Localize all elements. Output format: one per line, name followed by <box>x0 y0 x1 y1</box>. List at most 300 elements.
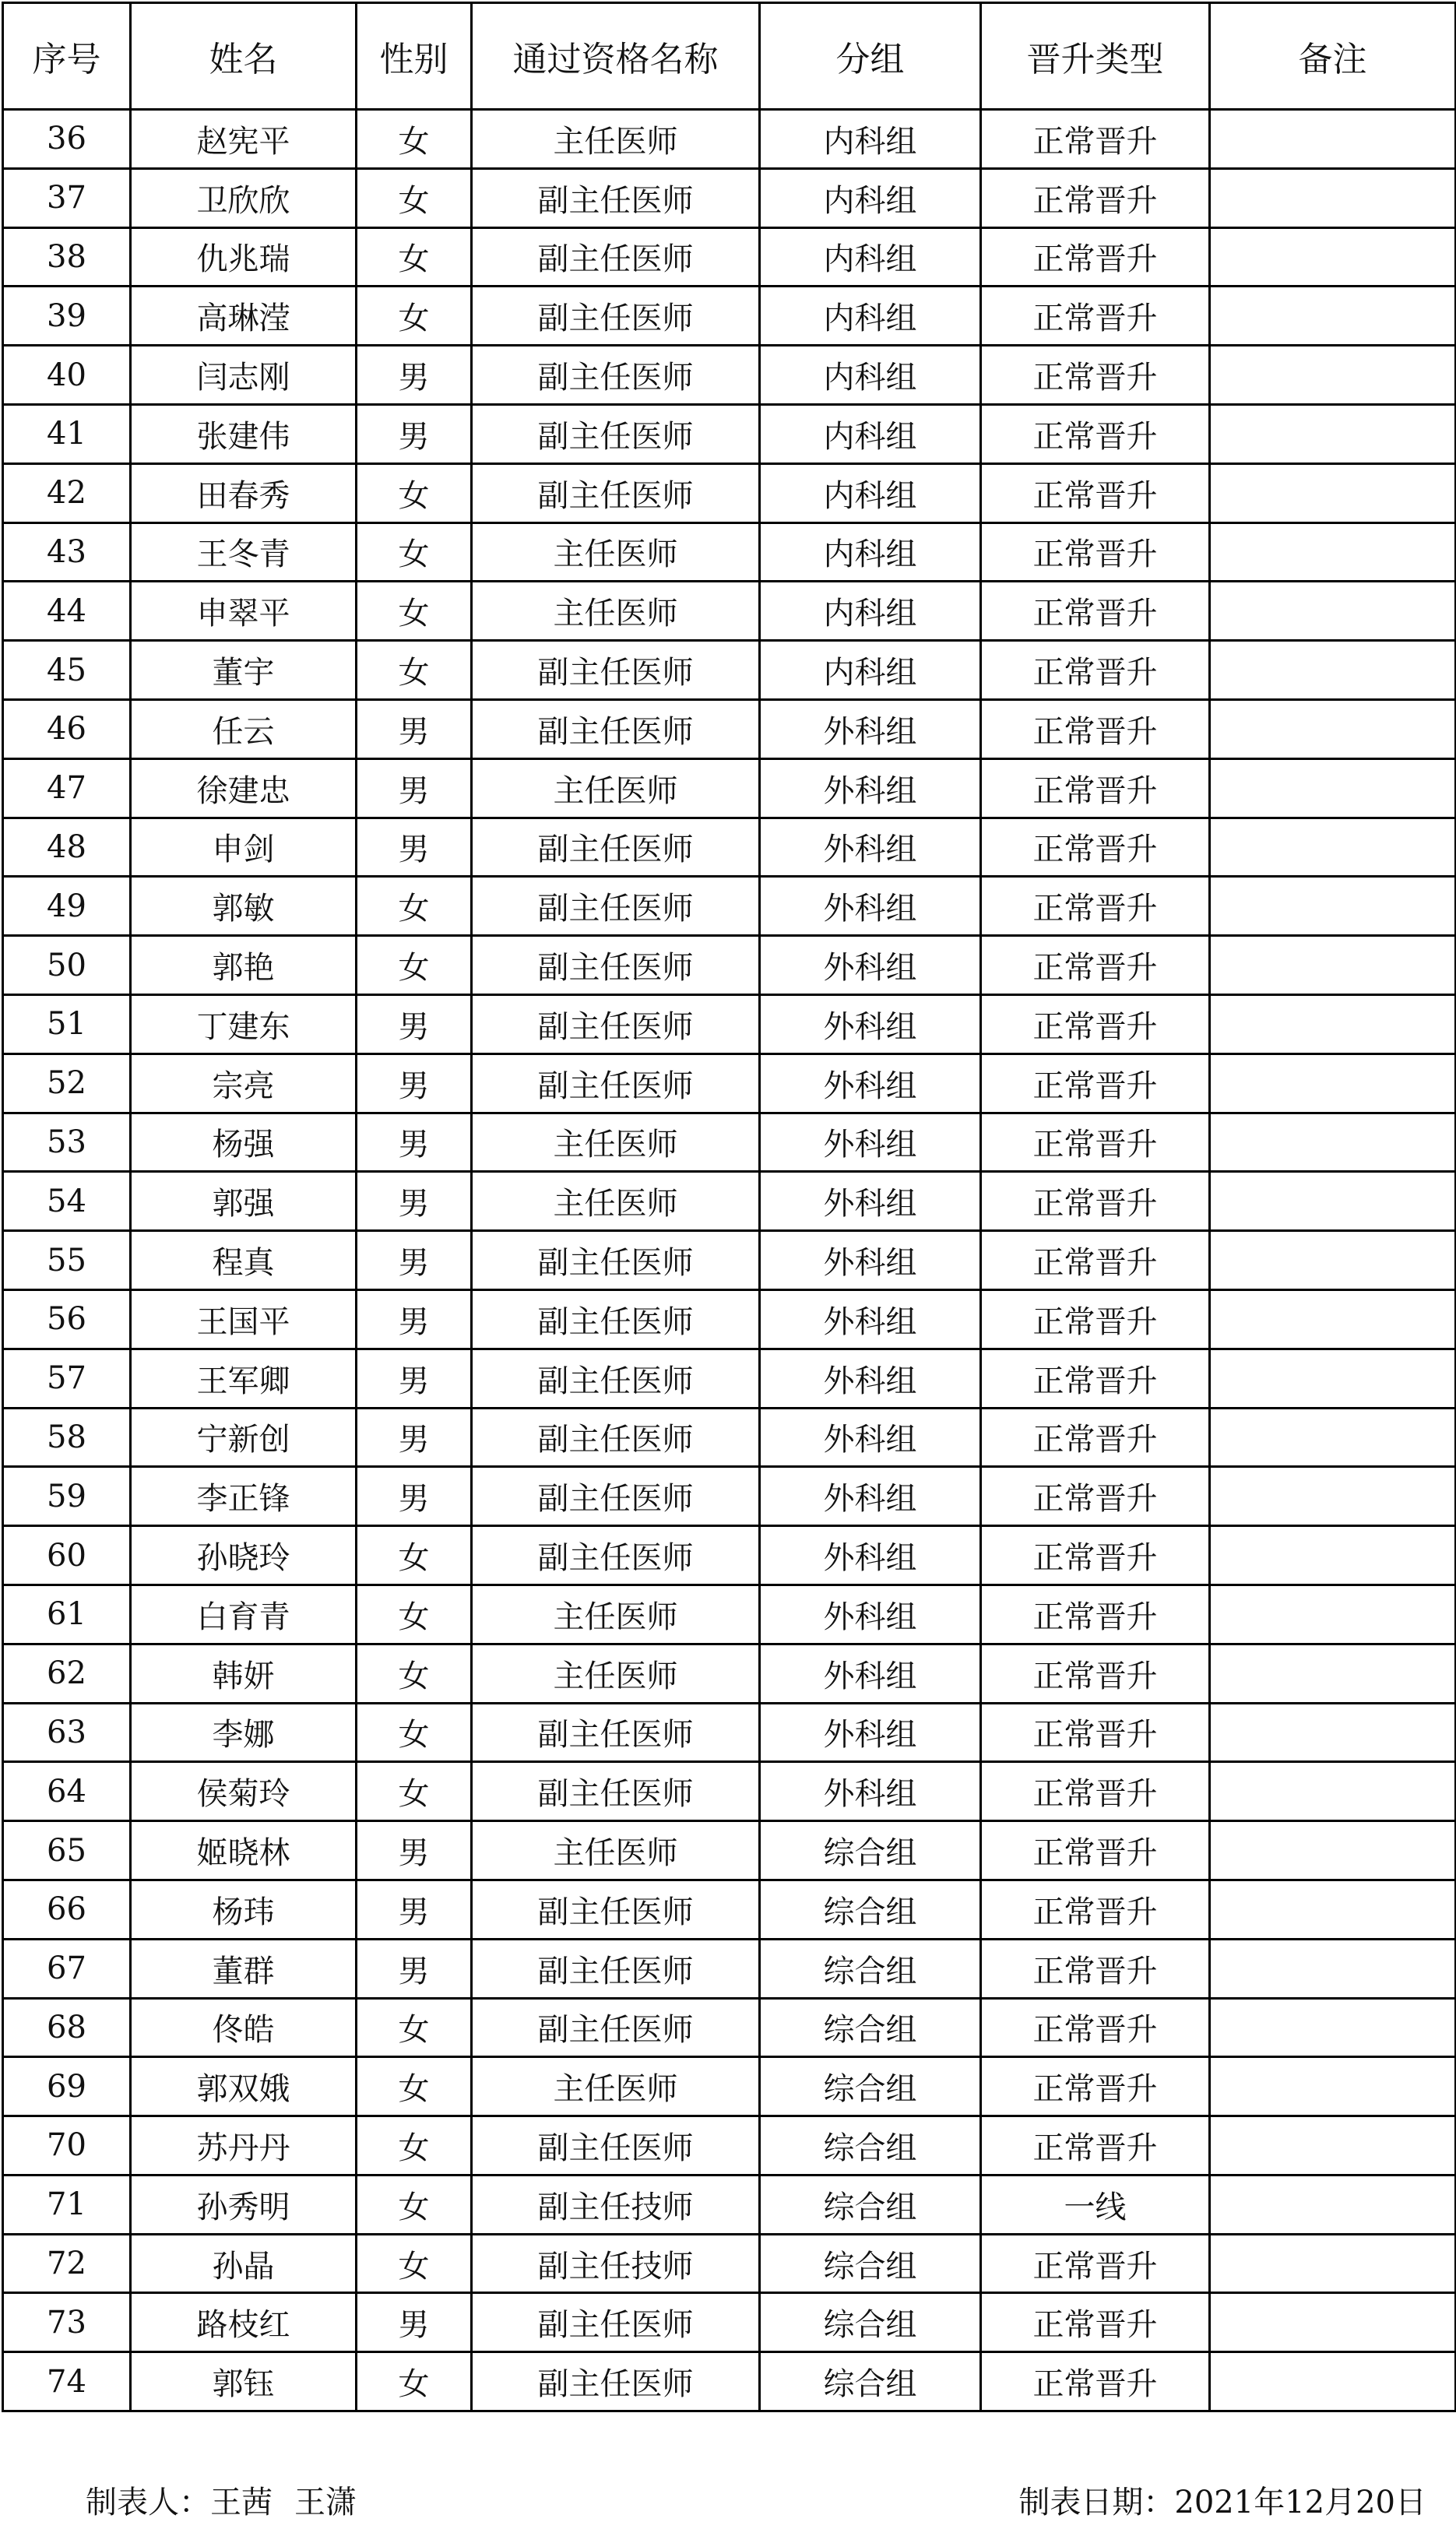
cell-remarks <box>1210 1231 1456 1290</box>
cell-name: 申剑 <box>131 818 357 877</box>
cell-remarks <box>1210 1703 1456 1762</box>
cell-name: 赵宪平 <box>131 110 357 169</box>
cell-qualification: 副主任医师 <box>472 1289 760 1349</box>
cell-index: 53 <box>3 1113 131 1172</box>
cell-group: 外科组 <box>760 1644 981 1703</box>
table-row <box>3 2352 1456 2411</box>
table-row <box>3 346 1456 405</box>
cell-promotion-type: 正常晋升 <box>981 1526 1210 1585</box>
cell-index: 70 <box>3 2116 131 2176</box>
cell-name: 郭双娥 <box>131 2057 357 2116</box>
cell-gender: 女 <box>357 1585 472 1644</box>
cell-promotion-type: 正常晋升 <box>981 346 1210 405</box>
cell-qualification: 副主任医师 <box>472 2293 760 2352</box>
cell-gender: 女 <box>357 1703 472 1762</box>
cell-name: 丁建东 <box>131 994 357 1053</box>
table-row <box>3 1644 1456 1703</box>
cell-remarks <box>1210 758 1456 818</box>
cell-index: 45 <box>3 641 131 700</box>
cell-remarks <box>1210 818 1456 877</box>
cell-index: 41 <box>3 404 131 463</box>
cell-promotion-type: 正常晋升 <box>981 227 1210 287</box>
cell-gender: 女 <box>357 877 472 936</box>
cell-name: 佟皓 <box>131 1998 357 2057</box>
header-row <box>3 3 1456 110</box>
cell-name: 白育青 <box>131 1585 357 1644</box>
cell-gender: 男 <box>357 994 472 1053</box>
cell-gender: 女 <box>357 2234 472 2293</box>
cell-name: 程真 <box>131 1231 357 1290</box>
cell-name: 申翠平 <box>131 582 357 641</box>
cell-remarks <box>1210 1644 1456 1703</box>
cell-remarks <box>1210 877 1456 936</box>
cell-group: 外科组 <box>760 877 981 936</box>
cell-qualification: 副主任医师 <box>472 1939 760 1998</box>
cell-qualification: 副主任医师 <box>472 818 760 877</box>
cell-remarks <box>1210 2057 1456 2116</box>
table-row <box>3 1821 1456 1880</box>
cell-group: 外科组 <box>760 1053 981 1113</box>
cell-index: 44 <box>3 582 131 641</box>
cell-remarks <box>1210 227 1456 287</box>
cell-remarks <box>1210 2175 1456 2234</box>
cell-gender: 女 <box>357 2116 472 2176</box>
cell-promotion-type: 正常晋升 <box>981 936 1210 995</box>
cell-index: 66 <box>3 1880 131 1939</box>
cell-index: 56 <box>3 1289 131 1349</box>
cell-gender: 女 <box>357 110 472 169</box>
cell-group: 内科组 <box>760 404 981 463</box>
cell-qualification: 副主任医师 <box>472 1053 760 1113</box>
cell-gender: 男 <box>357 1172 472 1231</box>
cell-gender: 男 <box>357 758 472 818</box>
cell-remarks <box>1210 994 1456 1053</box>
cell-name: 孙秀明 <box>131 2175 357 2234</box>
cell-index: 68 <box>3 1998 131 2057</box>
cell-index: 46 <box>3 699 131 758</box>
table-row <box>3 1053 1456 1113</box>
cell-qualification: 副主任医师 <box>472 287 760 346</box>
cell-remarks <box>1210 641 1456 700</box>
table-row <box>3 1231 1456 1290</box>
cell-index: 60 <box>3 1526 131 1585</box>
cell-index: 59 <box>3 1467 131 1526</box>
cell-index: 47 <box>3 758 131 818</box>
cell-promotion-type: 正常晋升 <box>981 110 1210 169</box>
cell-name: 孙晓玲 <box>131 1526 357 1585</box>
date-value: 2021年12月20日 <box>1174 2485 1426 2520</box>
cell-remarks <box>1210 2234 1456 2293</box>
cell-promotion-type: 正常晋升 <box>981 1408 1210 1467</box>
cell-promotion-type: 正常晋升 <box>981 1113 1210 1172</box>
table-row <box>3 699 1456 758</box>
cell-promotion-type: 正常晋升 <box>981 1644 1210 1703</box>
cell-remarks <box>1210 1349 1456 1408</box>
cell-group: 外科组 <box>760 1172 981 1231</box>
table-row <box>3 994 1456 1053</box>
cell-index: 72 <box>3 2234 131 2293</box>
table-row <box>3 1998 1456 2057</box>
cell-qualification: 副主任技师 <box>472 2234 760 2293</box>
cell-name: 徐建忠 <box>131 758 357 818</box>
cell-gender: 女 <box>357 1526 472 1585</box>
cell-remarks <box>1210 1467 1456 1526</box>
cell-promotion-type: 正常晋升 <box>981 2352 1210 2411</box>
column-header-qualification: 通过资格名称 <box>472 3 760 110</box>
cell-name: 张建伟 <box>131 404 357 463</box>
preparer-label: 制表人： <box>86 2485 210 2520</box>
cell-index: 49 <box>3 877 131 936</box>
promotion-roster-table <box>2 2 1456 2412</box>
cell-name: 李正锋 <box>131 1467 357 1526</box>
cell-gender: 女 <box>357 227 472 287</box>
cell-gender: 男 <box>357 699 472 758</box>
cell-qualification: 主任医师 <box>472 1644 760 1703</box>
cell-gender: 女 <box>357 463 472 522</box>
cell-group: 综合组 <box>760 2175 981 2234</box>
cell-remarks <box>1210 1585 1456 1644</box>
cell-gender: 男 <box>357 1467 472 1526</box>
cell-gender: 男 <box>357 1349 472 1408</box>
cell-group: 综合组 <box>760 2293 981 2352</box>
cell-index: 39 <box>3 287 131 346</box>
cell-qualification: 副主任医师 <box>472 1231 760 1290</box>
cell-promotion-type: 正常晋升 <box>981 1349 1210 1408</box>
cell-index: 36 <box>3 110 131 169</box>
cell-qualification: 副主任医师 <box>472 346 760 405</box>
table-row <box>3 168 1456 227</box>
column-header-remarks: 备注 <box>1210 3 1456 110</box>
cell-name: 杨玮 <box>131 1880 357 1939</box>
cell-index: 55 <box>3 1231 131 1290</box>
cell-index: 42 <box>3 463 131 522</box>
cell-index: 52 <box>3 1053 131 1113</box>
cell-qualification: 主任医师 <box>472 758 760 818</box>
cell-group: 内科组 <box>760 522 981 582</box>
cell-name: 韩妍 <box>131 1644 357 1703</box>
cell-name: 王军卿 <box>131 1349 357 1408</box>
table-row <box>3 1113 1456 1172</box>
cell-promotion-type: 正常晋升 <box>981 2293 1210 2352</box>
table-row <box>3 1762 1456 1821</box>
cell-name: 董宇 <box>131 641 357 700</box>
cell-remarks <box>1210 1526 1456 1585</box>
cell-name: 郭艳 <box>131 936 357 995</box>
cell-group: 内科组 <box>760 287 981 346</box>
cell-promotion-type: 正常晋升 <box>981 522 1210 582</box>
cell-group: 内科组 <box>760 641 981 700</box>
table-row <box>3 1467 1456 1526</box>
cell-group: 综合组 <box>760 1880 981 1939</box>
cell-promotion-type: 正常晋升 <box>981 2116 1210 2176</box>
cell-group: 外科组 <box>760 994 981 1053</box>
table-row <box>3 1349 1456 1408</box>
cell-group: 综合组 <box>760 2057 981 2116</box>
cell-gender: 男 <box>357 1289 472 1349</box>
cell-promotion-type: 正常晋升 <box>981 1821 1210 1880</box>
cell-name: 姬晓林 <box>131 1821 357 1880</box>
cell-promotion-type: 正常晋升 <box>981 1998 1210 2057</box>
table-header <box>3 3 1456 110</box>
cell-qualification: 副主任医师 <box>472 1880 760 1939</box>
table-row <box>3 758 1456 818</box>
cell-group: 外科组 <box>760 699 981 758</box>
column-header-index: 序号 <box>3 3 131 110</box>
cell-index: 65 <box>3 1821 131 1880</box>
cell-gender: 男 <box>357 818 472 877</box>
cell-gender: 男 <box>357 1113 472 1172</box>
cell-name: 孙晶 <box>131 2234 357 2293</box>
table-row <box>3 522 1456 582</box>
cell-gender: 男 <box>357 404 472 463</box>
preparer-info <box>86 2478 357 2518</box>
table-row <box>3 2234 1456 2293</box>
cell-index: 57 <box>3 1349 131 1408</box>
cell-group: 综合组 <box>760 1821 981 1880</box>
cell-group: 内科组 <box>760 463 981 522</box>
date-label: 制表日期： <box>1018 2485 1175 2520</box>
cell-remarks <box>1210 1939 1456 1998</box>
cell-group: 综合组 <box>760 2234 981 2293</box>
cell-qualification: 副主任医师 <box>472 699 760 758</box>
cell-remarks <box>1210 287 1456 346</box>
cell-index: 63 <box>3 1703 131 1762</box>
cell-gender: 女 <box>357 168 472 227</box>
cell-remarks <box>1210 936 1456 995</box>
cell-qualification: 副主任医师 <box>472 936 760 995</box>
cell-index: 62 <box>3 1644 131 1703</box>
cell-promotion-type: 正常晋升 <box>981 2057 1210 2116</box>
cell-qualification: 副主任医师 <box>472 2352 760 2411</box>
cell-gender: 男 <box>357 1231 472 1290</box>
table-row <box>3 110 1456 169</box>
cell-group: 综合组 <box>760 2352 981 2411</box>
cell-promotion-type: 一线 <box>981 2175 1210 2234</box>
preparer-name-2: 王潇 <box>294 2485 357 2520</box>
cell-index: 61 <box>3 1585 131 1644</box>
cell-promotion-type: 正常晋升 <box>981 1467 1210 1526</box>
cell-qualification: 副主任医师 <box>472 463 760 522</box>
cell-remarks <box>1210 1880 1456 1939</box>
cell-qualification: 副主任医师 <box>472 877 760 936</box>
table-row <box>3 1408 1456 1467</box>
cell-name: 宗亮 <box>131 1053 357 1113</box>
cell-index: 40 <box>3 346 131 405</box>
cell-qualification: 副主任医师 <box>472 1762 760 1821</box>
cell-group: 外科组 <box>760 1349 981 1408</box>
cell-qualification: 主任医师 <box>472 522 760 582</box>
cell-qualification: 副主任医师 <box>472 641 760 700</box>
table-row <box>3 1703 1456 1762</box>
cell-remarks <box>1210 404 1456 463</box>
cell-qualification: 副主任医师 <box>472 1467 760 1526</box>
table-row <box>3 936 1456 995</box>
date-info <box>1018 2478 1426 2518</box>
cell-index: 51 <box>3 994 131 1053</box>
cell-qualification: 主任医师 <box>472 1113 760 1172</box>
cell-promotion-type: 正常晋升 <box>981 168 1210 227</box>
column-header-gender: 性别 <box>357 3 472 110</box>
cell-promotion-type: 正常晋升 <box>981 1585 1210 1644</box>
cell-gender: 女 <box>357 2057 472 2116</box>
cell-name: 仇兆瑞 <box>131 227 357 287</box>
cell-name: 苏丹丹 <box>131 2116 357 2176</box>
cell-qualification: 副主任医师 <box>472 1349 760 1408</box>
table-row <box>3 877 1456 936</box>
cell-gender: 男 <box>357 346 472 405</box>
cell-promotion-type: 正常晋升 <box>981 877 1210 936</box>
table-row <box>3 2116 1456 2176</box>
cell-promotion-type: 正常晋升 <box>981 1880 1210 1939</box>
cell-qualification: 副主任医师 <box>472 404 760 463</box>
cell-remarks <box>1210 522 1456 582</box>
cell-index: 74 <box>3 2352 131 2411</box>
cell-remarks <box>1210 1762 1456 1821</box>
table-row <box>3 463 1456 522</box>
cell-index: 54 <box>3 1172 131 1231</box>
cell-name: 闫志刚 <box>131 346 357 405</box>
cell-gender: 女 <box>357 1998 472 2057</box>
cell-index: 37 <box>3 168 131 227</box>
cell-remarks <box>1210 110 1456 169</box>
cell-qualification: 主任医师 <box>472 582 760 641</box>
table-row <box>3 1585 1456 1644</box>
cell-index: 73 <box>3 2293 131 2352</box>
cell-promotion-type: 正常晋升 <box>981 2234 1210 2293</box>
cell-remarks <box>1210 699 1456 758</box>
cell-group: 综合组 <box>760 2116 981 2176</box>
cell-index: 58 <box>3 1408 131 1467</box>
cell-qualification: 副主任医师 <box>472 1526 760 1585</box>
cell-qualification: 副主任医师 <box>472 227 760 287</box>
cell-index: 71 <box>3 2175 131 2234</box>
cell-qualification: 主任医师 <box>472 1585 760 1644</box>
cell-remarks <box>1210 1998 1456 2057</box>
cell-index: 48 <box>3 818 131 877</box>
cell-gender: 女 <box>357 641 472 700</box>
cell-group: 外科组 <box>760 1408 981 1467</box>
cell-promotion-type: 正常晋升 <box>981 818 1210 877</box>
cell-group: 外科组 <box>760 1467 981 1526</box>
table-row <box>3 582 1456 641</box>
cell-group: 外科组 <box>760 1231 981 1290</box>
cell-index: 69 <box>3 2057 131 2116</box>
cell-remarks <box>1210 1113 1456 1172</box>
cell-group: 外科组 <box>760 758 981 818</box>
cell-promotion-type: 正常晋升 <box>981 994 1210 1053</box>
cell-gender: 男 <box>357 1939 472 1998</box>
cell-promotion-type: 正常晋升 <box>981 463 1210 522</box>
cell-gender: 男 <box>357 1053 472 1113</box>
cell-gender: 男 <box>357 1408 472 1467</box>
cell-promotion-type: 正常晋升 <box>981 758 1210 818</box>
cell-group: 内科组 <box>760 110 981 169</box>
cell-promotion-type: 正常晋升 <box>981 641 1210 700</box>
cell-gender: 男 <box>357 1821 472 1880</box>
cell-remarks <box>1210 1408 1456 1467</box>
cell-name: 郭强 <box>131 1172 357 1231</box>
cell-gender: 男 <box>357 2293 472 2352</box>
cell-index: 50 <box>3 936 131 995</box>
table-row <box>3 2293 1456 2352</box>
cell-remarks <box>1210 1172 1456 1231</box>
cell-name: 路枝红 <box>131 2293 357 2352</box>
cell-qualification: 副主任医师 <box>472 1998 760 2057</box>
cell-group: 外科组 <box>760 936 981 995</box>
cell-name: 高琳滢 <box>131 287 357 346</box>
cell-qualification: 副主任医师 <box>472 168 760 227</box>
cell-remarks <box>1210 2116 1456 2176</box>
cell-promotion-type: 正常晋升 <box>981 1703 1210 1762</box>
cell-name: 郭敏 <box>131 877 357 936</box>
cell-remarks <box>1210 346 1456 405</box>
cell-name: 李娜 <box>131 1703 357 1762</box>
cell-remarks <box>1210 2352 1456 2411</box>
cell-qualification: 副主任医师 <box>472 2116 760 2176</box>
cell-group: 外科组 <box>760 818 981 877</box>
cell-qualification: 主任医师 <box>472 110 760 169</box>
cell-index: 38 <box>3 227 131 287</box>
cell-promotion-type: 正常晋升 <box>981 1231 1210 1290</box>
column-header-group: 分组 <box>760 3 981 110</box>
cell-promotion-type: 正常晋升 <box>981 1289 1210 1349</box>
cell-promotion-type: 正常晋升 <box>981 1762 1210 1821</box>
table-body <box>3 110 1456 2411</box>
cell-name: 郭钰 <box>131 2352 357 2411</box>
table-row <box>3 404 1456 463</box>
cell-qualification: 副主任医师 <box>472 1703 760 1762</box>
table-row <box>3 1172 1456 1231</box>
cell-promotion-type: 正常晋升 <box>981 404 1210 463</box>
cell-promotion-type: 正常晋升 <box>981 699 1210 758</box>
table-row <box>3 641 1456 700</box>
cell-remarks <box>1210 1821 1456 1880</box>
cell-group: 综合组 <box>760 1998 981 2057</box>
cell-remarks <box>1210 168 1456 227</box>
cell-gender: 女 <box>357 2352 472 2411</box>
cell-promotion-type: 正常晋升 <box>981 1053 1210 1113</box>
cell-qualification: 副主任医师 <box>472 994 760 1053</box>
column-header-promotion-type: 晋升类型 <box>981 3 1210 110</box>
table-row <box>3 2175 1456 2234</box>
cell-qualification: 主任医师 <box>472 2057 760 2116</box>
column-header-name: 姓名 <box>131 3 357 110</box>
cell-group: 外科组 <box>760 1703 981 1762</box>
cell-group: 内科组 <box>760 346 981 405</box>
cell-group: 内科组 <box>760 168 981 227</box>
cell-group: 外科组 <box>760 1762 981 1821</box>
cell-name: 王国平 <box>131 1289 357 1349</box>
cell-name: 王冬青 <box>131 522 357 582</box>
cell-qualification: 主任医师 <box>472 1821 760 1880</box>
table-row <box>3 1526 1456 1585</box>
table-row <box>3 1880 1456 1939</box>
cell-group: 综合组 <box>760 1939 981 1998</box>
cell-name: 董群 <box>131 1939 357 1998</box>
cell-group: 内科组 <box>760 227 981 287</box>
table-row <box>3 287 1456 346</box>
cell-remarks <box>1210 463 1456 522</box>
cell-group: 内科组 <box>760 582 981 641</box>
cell-gender: 女 <box>357 287 472 346</box>
cell-gender: 女 <box>357 582 472 641</box>
cell-group: 外科组 <box>760 1289 981 1349</box>
cell-name: 宁新创 <box>131 1408 357 1467</box>
cell-name: 田春秀 <box>131 463 357 522</box>
table-row <box>3 818 1456 877</box>
cell-index: 67 <box>3 1939 131 1998</box>
cell-remarks <box>1210 1289 1456 1349</box>
